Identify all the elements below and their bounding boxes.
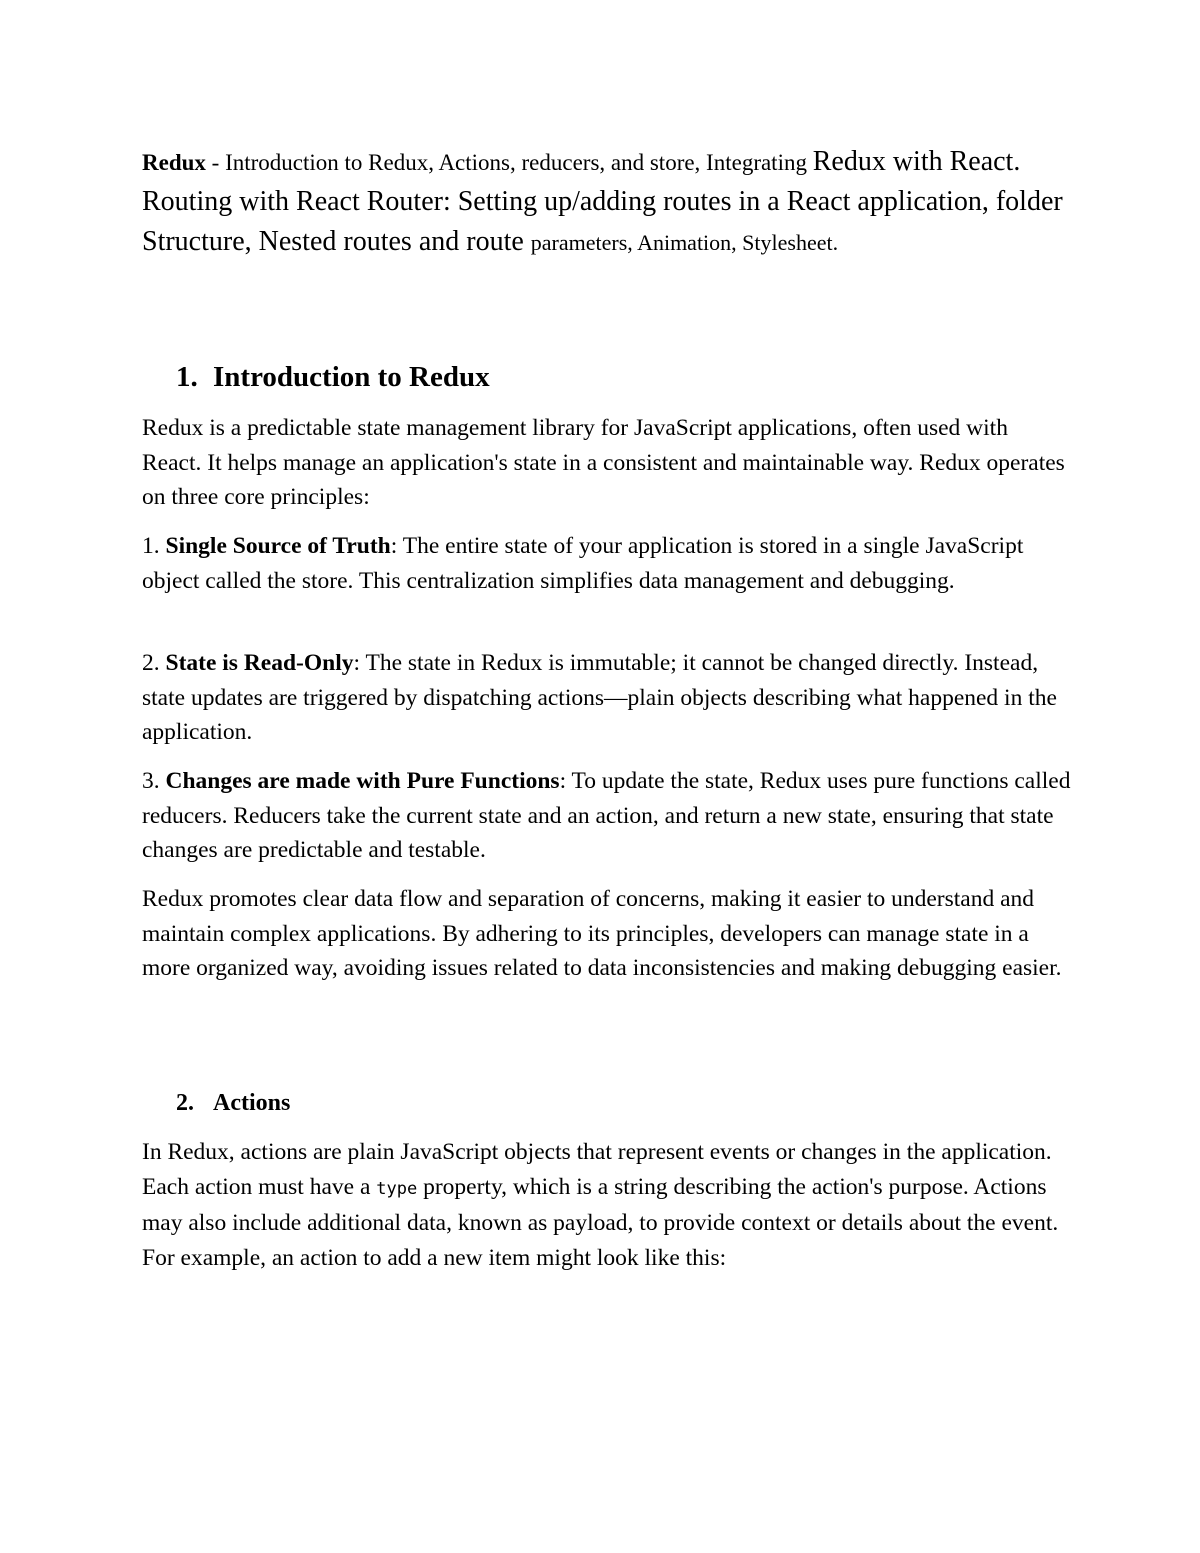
section1-summary: Redux promotes clear data flow and separation of concerns, making it easier to understand and maintain complex applications. By adhering to its principles, developers can manage state in a more organized way, avoiding issues related to data inconsistencies and making debugging easier.	[142, 886, 1062, 981]
topic-text-part3: parameters, Animation, Stylesheet.	[530, 230, 839, 255]
principle-2-number: 2.	[142, 650, 166, 676]
principle-2-text: : The state in Redux is immutable; it cannot be changed directly. Instead, state updates are triggered by dispatching actions—plain objects describing what happened in the application.	[142, 650, 1057, 745]
section2-number: 2.	[176, 1090, 194, 1116]
section2-text-before: In Redux, actions are plain JavaScript objects that represent events or changes in the application. Each action must have a	[142, 1139, 1052, 1200]
principle-3-title: Changes are made with Pure Functions	[165, 768, 560, 794]
principle-3-number: 3.	[142, 768, 166, 794]
topic-dash: -	[205, 150, 226, 175]
section1-title: Introduction to Redux	[213, 361, 490, 393]
principle-2	[142, 646, 1072, 750]
inline-code-type: type	[376, 1178, 418, 1199]
topic-label: Redux	[142, 150, 206, 175]
section1-number: 1.	[176, 361, 198, 393]
section2-heading	[176, 1086, 1106, 1120]
principle-3	[142, 764, 1072, 868]
principle-1-text: : The entire state of your application is stored in a single JavaScript object called the store. This centralization simplifies data management and debugging.	[142, 533, 1024, 594]
principle-1-number: 1.	[142, 533, 166, 559]
topic-text-part1: Introduction to Redux, Actions, reducers, and store, Integrating	[225, 150, 813, 175]
principle-1-title: Single Source of Truth	[165, 533, 391, 559]
topic-text-part2: Redux with React. Routing with React Router: Setting up/adding routes in a React application, folder Structure, Nested routes and route	[142, 146, 1063, 257]
principle-1	[142, 529, 1072, 598]
topic-summary	[142, 142, 1072, 262]
section1-intro: Redux is a predictable state management library for JavaScript applications, often used with React. It helps manage an application's state in a consistent and maintainable way. Redux operates on three core principles:	[142, 415, 1065, 510]
section2-paragraph	[142, 1135, 1072, 1275]
section2-title: Actions	[213, 1090, 291, 1116]
principle-2-title: State is Read-Only	[165, 650, 354, 676]
section2-text-after: property, which is a string describing the action's purpose. Actions may also include additional data, known as payload, to provide context or details about the event. For example, an action to add a new item might look like this:	[142, 1173, 1059, 1271]
principle-3-text: : To update the state, Redux uses pure functions called reducers. Reducers take the current state and an action, and return a new state, ensuring that state changes are predictable and testable.	[142, 768, 1071, 863]
section1-heading	[176, 358, 1106, 396]
